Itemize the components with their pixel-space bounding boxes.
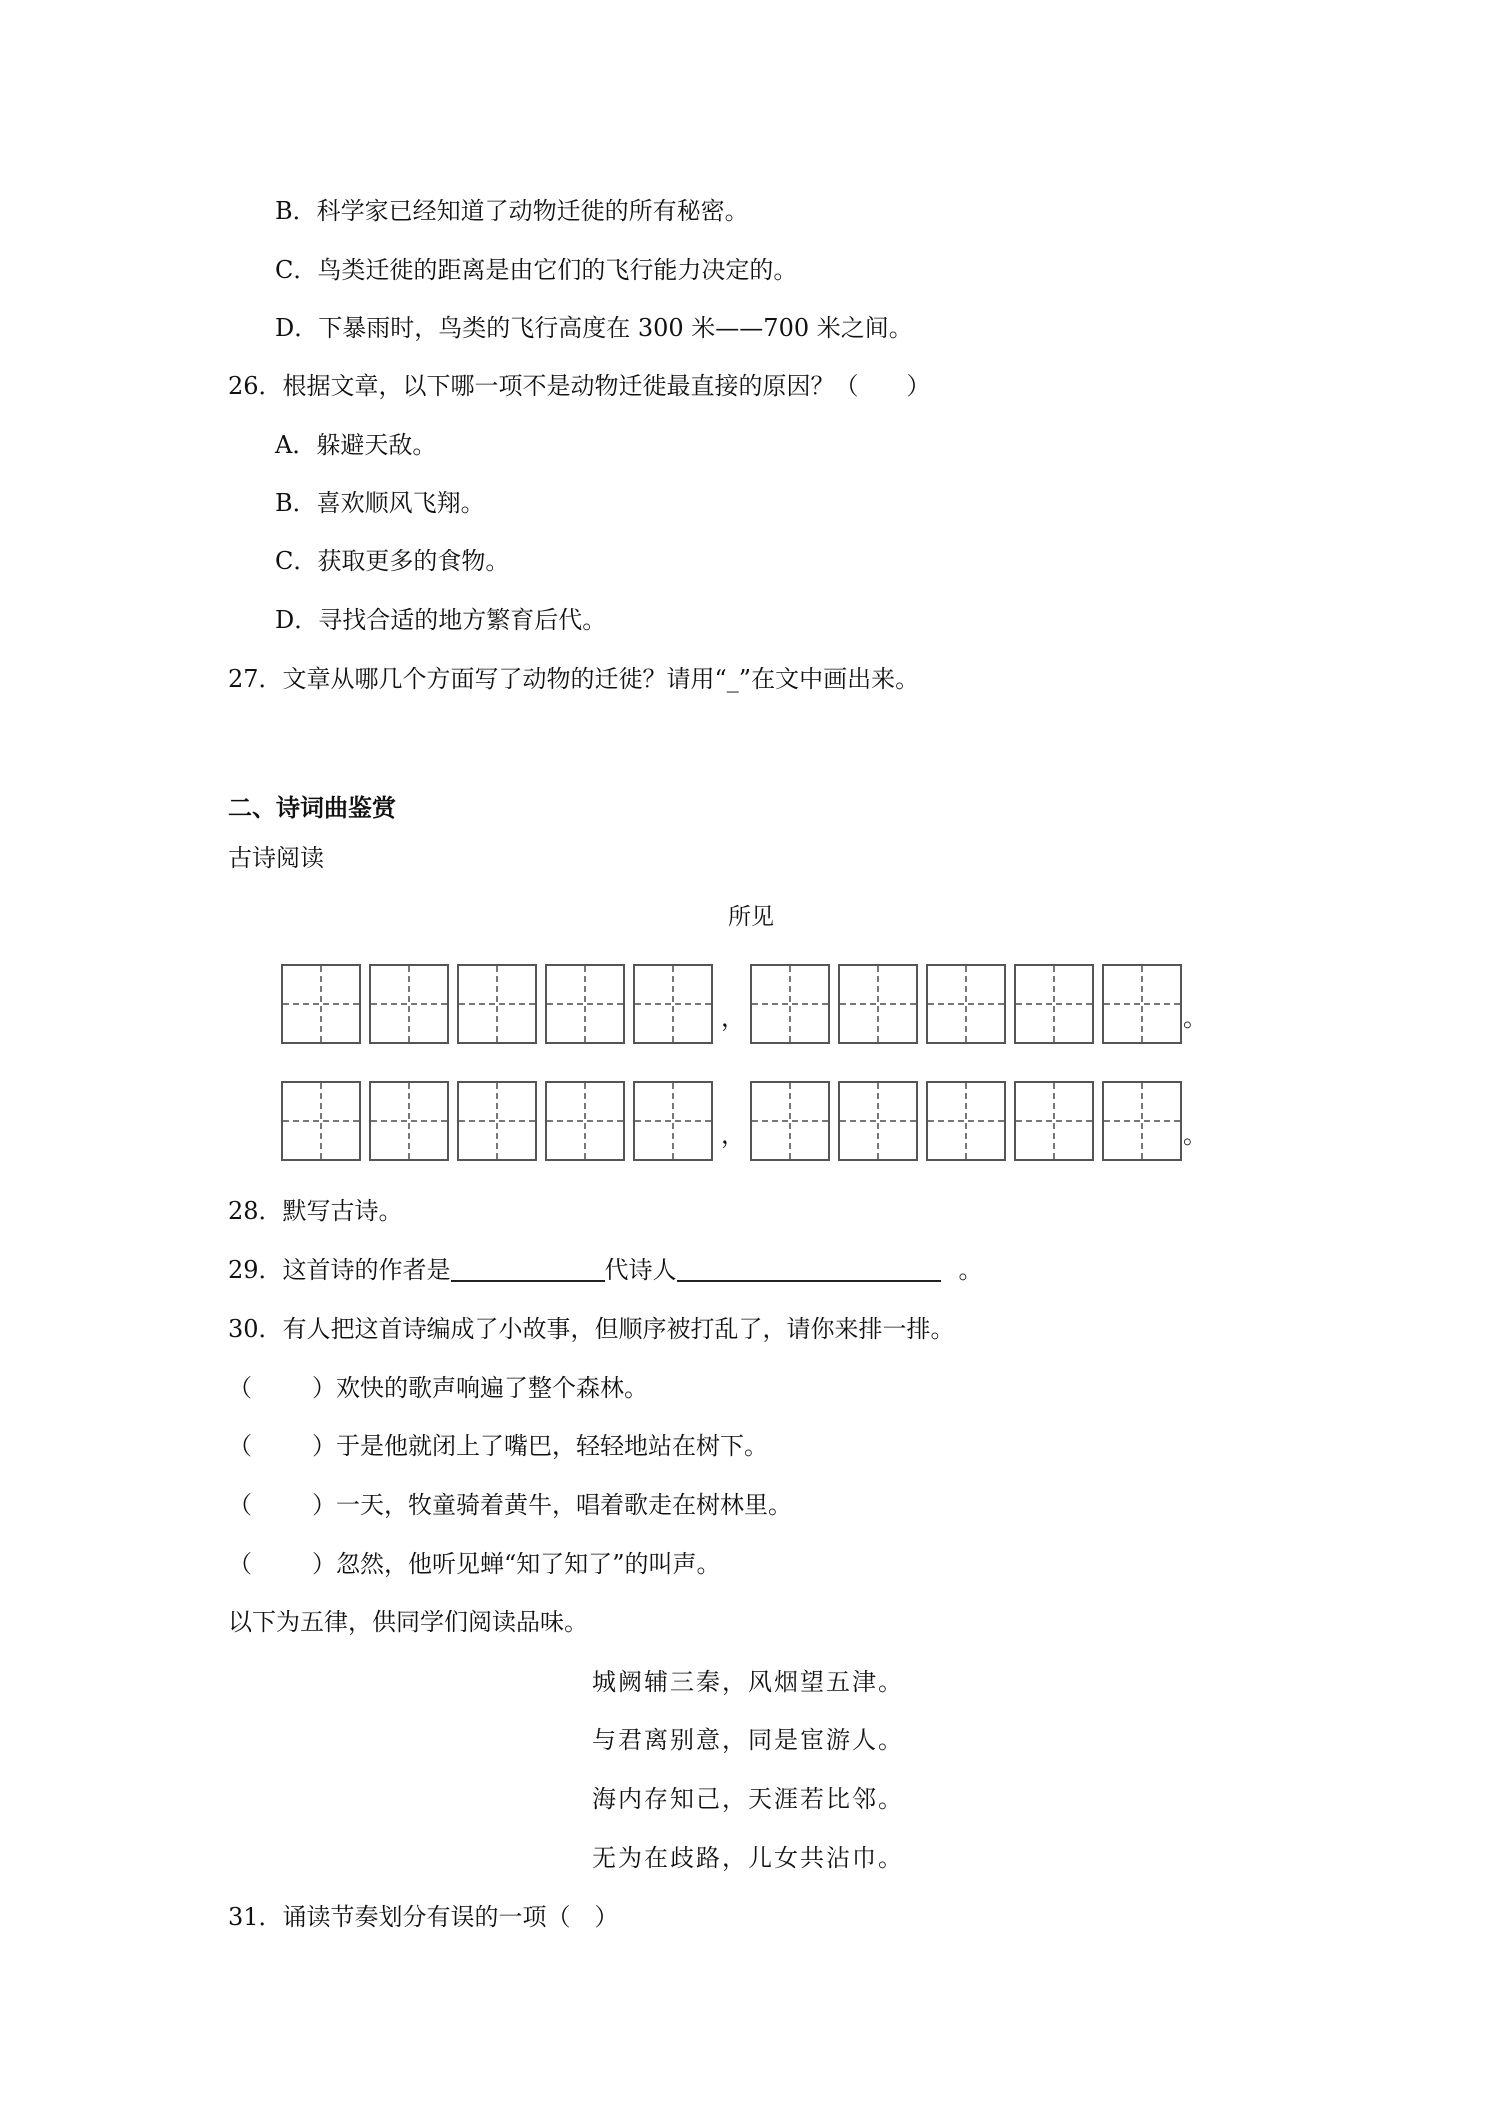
paren-close: ）	[312, 1550, 336, 1578]
q30-item-text: 一天，牧童骑着黄牛，唱着歌走在树林里。	[336, 1491, 792, 1519]
q25-option-c: C．鸟类迁徙的距离是由它们的飞行能力决定的。	[275, 256, 798, 284]
grid-cell[interactable]	[926, 964, 1006, 1044]
grid-period: 。	[1183, 1121, 1207, 1149]
grid-cell[interactable]	[281, 1081, 361, 1161]
q30-item	[228, 1490, 792, 1520]
grid-cell[interactable]	[633, 1081, 713, 1161]
grid-cell[interactable]	[545, 964, 625, 1044]
grid-cell[interactable]	[369, 964, 449, 1044]
q25-option-b: B．科学家已经知道了动物迁徙的所有秘密。	[275, 197, 749, 225]
q30-item-text: 于是他就闭上了嘴巴，轻轻地站在树下。	[336, 1432, 768, 1460]
grid-cell[interactable]	[633, 964, 713, 1044]
paren-open: （	[228, 1550, 252, 1578]
q27-stem: 27．文章从哪几个方面写了动物的迁徙？请用“_”在文中画出来。	[228, 665, 920, 693]
grid-cell[interactable]	[1014, 1081, 1094, 1161]
paren-open: （	[228, 1374, 252, 1402]
grid-cell[interactable]	[1102, 964, 1182, 1044]
q29-stem	[228, 1255, 983, 1285]
q30-item	[228, 1549, 721, 1579]
writing-grid-row-1	[281, 964, 1207, 1046]
verse-line: 城阙辅三秦，风烟望五津。	[592, 1668, 904, 1696]
q26-option-d: D．寻找合适的地方繁育后代。	[275, 606, 607, 634]
poem-title: 所见	[728, 904, 774, 930]
q26-option-c: C．获取更多的食物。	[275, 547, 510, 575]
grid-cell[interactable]	[457, 1081, 537, 1161]
q30-item-text: 欢快的歌声响遍了整个森林。	[336, 1374, 648, 1402]
wulv-intro: 以下为五律，供同学们阅读品味。	[228, 1608, 588, 1636]
section-subtitle: 古诗阅读	[228, 844, 324, 872]
q29-part3: 。	[958, 1256, 983, 1284]
verse-line: 与君离别意，同是宦游人。	[592, 1726, 904, 1754]
grid-period: 。	[1183, 1004, 1207, 1032]
poet-blank[interactable]	[677, 1256, 941, 1282]
paren-close: ）	[312, 1432, 336, 1460]
verse-line: 无为在歧路，儿女共沾巾。	[592, 1844, 904, 1872]
grid-cell[interactable]	[750, 1081, 830, 1161]
grid-cell[interactable]	[926, 1081, 1006, 1161]
grid-cell[interactable]	[750, 964, 830, 1044]
paren-open: （	[228, 1432, 252, 1460]
grid-comma: ，	[721, 1121, 745, 1149]
grid-cell[interactable]	[838, 964, 918, 1044]
q29-part1: 29．这首诗的作者是	[228, 1256, 451, 1284]
grid-cell[interactable]	[545, 1081, 625, 1161]
q30-item-text: 忽然，他听见蝉“知了知了”的叫声。	[336, 1550, 721, 1578]
writing-grid-row-2	[281, 1081, 1207, 1163]
q28-stem: 28．默写古诗。	[228, 1197, 403, 1225]
grid-cell[interactable]	[1102, 1081, 1182, 1161]
grid-cell[interactable]	[1014, 964, 1094, 1044]
q26-option-a: A．躲避天敌。	[275, 431, 437, 459]
grid-cell[interactable]	[281, 964, 361, 1044]
grid-cell[interactable]	[457, 964, 537, 1044]
grid-cell[interactable]	[369, 1081, 449, 1161]
section-title: 二、诗词曲鉴赏	[228, 794, 396, 822]
paren-close: ）	[312, 1374, 336, 1402]
q30-item	[228, 1431, 768, 1461]
grid-cell[interactable]	[838, 1081, 918, 1161]
grid-comma: ，	[721, 1004, 745, 1032]
paren-close: ）	[312, 1491, 336, 1519]
q29-part2: 代诗人	[604, 1256, 677, 1284]
q26-stem: 26．根据文章，以下哪一项不是动物迁徙最直接的原因？（ ）	[228, 372, 931, 400]
paren-open: （	[228, 1491, 252, 1519]
q31-stem: 31．诵读节奏划分有误的一项（ ）	[228, 1903, 619, 1931]
q30-stem: 30．有人把这首诗编成了小故事，但顺序被打乱了，请你来排一排。	[228, 1315, 955, 1343]
q26-option-b: B．喜欢顺风飞翔。	[275, 489, 485, 517]
q25-option-d: D．下暴雨时，鸟类的飞行高度在 300 米——700 米之间。	[275, 314, 913, 342]
dynasty-blank[interactable]	[451, 1256, 605, 1282]
verse-line: 海内存知己，天涯若比邻。	[592, 1785, 904, 1813]
q30-item	[228, 1373, 648, 1403]
